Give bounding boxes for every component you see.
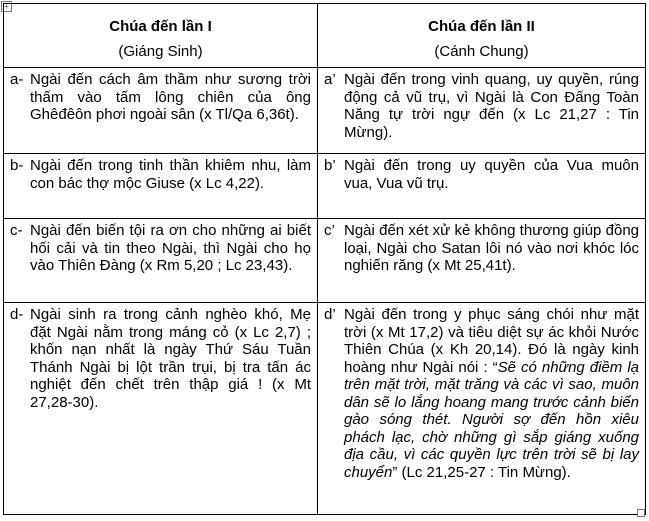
item-label: a-	[10, 71, 24, 88]
item-label: a’	[324, 71, 336, 88]
item-text: Ngài đến trong tinh thần khiêm nhu, làm con bác thợ mộc Giuse (x Lc 4,22).	[30, 157, 311, 192]
item-text: Ngài đến trong vinh quang, uy quyền, rúng động cả vũ trụ, vì Ngài là Con Đấng Toàn Năng tự trời ngự đến (x Lc 21,27 : Tin Mừng).	[344, 71, 639, 141]
item-text: Ngài đến trong y phục sáng chói như mặt trời (x Mt 17,2) và tiêu diệt sự ác khỏi Nước Thiên Chúa (x Kh 20,14). Đó là ngày kinh hoàng như Ngài nói : “	[344, 306, 639, 376]
item-text: Ngài đến cách âm thầm như sương trời thấm vào tấm lông chiên của ông Ghêđêôn phơi ngoài sân (x Tl/Qa 6,36t).	[30, 71, 311, 123]
table-move-handle[interactable]: +	[1, 1, 12, 12]
table-row	[4, 219, 646, 303]
table-cell	[4, 68, 318, 154]
header-row	[4, 4, 646, 68]
item-label: d’	[324, 306, 336, 323]
table-cell	[318, 303, 646, 515]
comparison-table	[3, 3, 646, 515]
item-label: c’	[324, 222, 335, 239]
table-cell	[4, 303, 318, 515]
table-cell	[4, 154, 318, 219]
scripture-quote: Sẽ có những điềm lạ trên mặt trời, mặt trăng và các vì sao, muôn dân sẽ lo lắng hoang mang trước cảnh biển gào sóng thét. Người sợ đến hồn xiêu phách lạc, chờ những gì sắp giáng xuống địa cầu, vì các quyền lực trên trời sẽ bị lay chuyển	[344, 358, 639, 481]
header-subtitle: (Cánh Chung)	[434, 43, 529, 60]
item-text-with-quote	[344, 306, 639, 481]
item-text: Ngài đến trong uy quyền của Vua muôn vua, Vua vũ trụ.	[344, 157, 639, 192]
item-label: c-	[10, 222, 23, 239]
table-resize-handle[interactable]	[637, 509, 645, 517]
header-title: Chúa đến lần I	[109, 18, 212, 35]
header-subtitle: (Giáng Sinh)	[118, 43, 203, 60]
item-text: ” (Lc 21,25-27 : Tin Mừng).	[392, 463, 571, 481]
header-cell-first-coming	[4, 4, 318, 68]
item-label: b’	[324, 157, 336, 174]
item-text: Ngài sinh ra trong cảnh nghèo khó, Mẹ đặt Ngài nằm trong máng cỏ (x Lc 2,7) ; khốn nạn nhất là ngày Thứ Sáu Tuần Thánh Ngài bị lột trần trụi, bị tra tấn ác nghiệt đến chết trên thập giá ! (x Mt 27,28-30).	[30, 306, 311, 411]
item-label: b-	[10, 157, 24, 174]
header-cell-second-coming	[318, 4, 646, 68]
table-row	[4, 154, 646, 219]
table-cell	[318, 154, 646, 219]
table-row	[4, 303, 646, 515]
table-row	[4, 68, 646, 154]
header-title: Chúa đến lần II	[428, 18, 535, 35]
table-cell	[4, 219, 318, 303]
table-cell	[318, 68, 646, 154]
item-text: Ngài đến biến tội ra ơn cho những ai biết hối cải và tin theo Ngài, thì Ngài cho họ vào Thiên Đàng (x Rm 5,20 ; Lc 23,43).	[30, 222, 311, 274]
table-cell	[318, 219, 646, 303]
item-text: Ngài đến xét xử kẻ không thương giúp đồng loại, Ngài cho Satan lôi nó vào nơi khóc lóc nghiến răng (x Mt 25,41t).	[344, 222, 639, 274]
item-label: d-	[10, 306, 24, 323]
